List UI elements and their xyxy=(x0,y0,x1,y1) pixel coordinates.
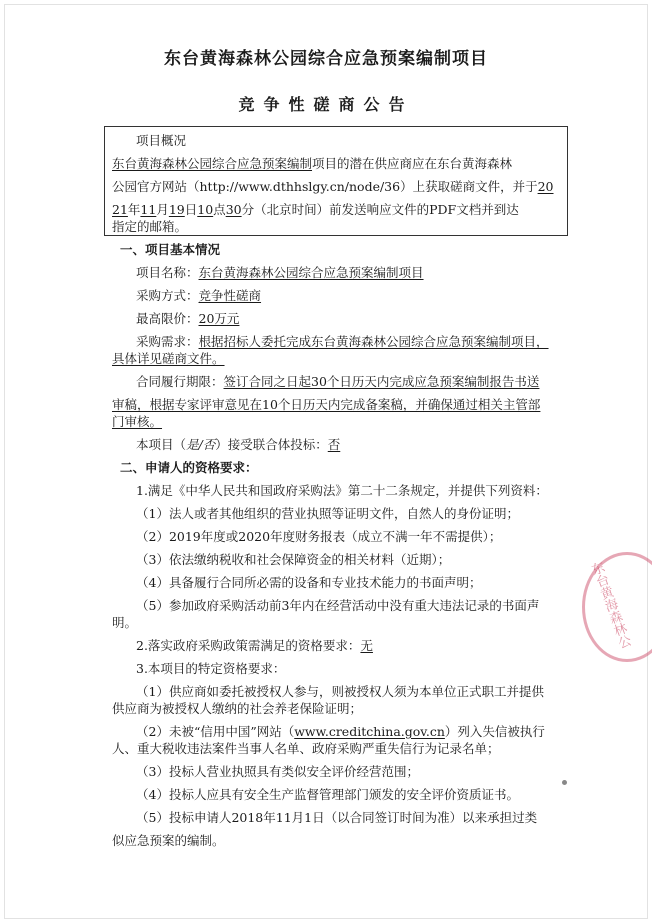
qualification-sub-4: （4）具备履行合同所必需的设备和专业技术能力的书面声明； xyxy=(136,575,482,590)
period-row xyxy=(136,375,539,389)
overview-month: 11 xyxy=(140,202,157,217)
document-subtitle: 竞争性磋商公告 xyxy=(238,95,414,114)
qualification-sub-1: （1）法人或者其他组织的营业执照等证明文件，自然人的身份证明； xyxy=(136,506,519,521)
consortium-value: 否 xyxy=(327,437,341,452)
project-name-label: 项目名称： xyxy=(136,265,199,280)
method-row xyxy=(136,289,261,303)
special-req-2-text: （2）未被“信用中国”网站（ xyxy=(136,724,295,739)
overview-minute: 30 xyxy=(225,202,242,217)
special-req-4: （4）投标人应具有安全生产监督管理部门颁发的安全评价资质证书。 xyxy=(136,787,519,802)
project-name-row xyxy=(136,266,424,280)
overview-project-name: 东台黄海森林公园综合应急预案编制 xyxy=(112,156,313,171)
qualification-item-1: 1.满足《中华人民共和国政府采购法》第二十二条规定，并提供下列资料： xyxy=(136,483,548,498)
overview-month-label: 月 xyxy=(156,202,169,217)
creditchina-link[interactable]: www.creditchina.gov.cn xyxy=(294,724,445,739)
project-name-value: 东台黄海森林公园综合应急预案编制项目 xyxy=(198,265,424,280)
qualification-item-3: 3.本项目的特定资格要求： xyxy=(136,661,286,676)
demand-row xyxy=(136,335,549,349)
demand-label: 采购需求： xyxy=(136,334,199,349)
scan-dot xyxy=(562,780,567,785)
overview-day: 19 xyxy=(168,202,185,217)
overview-line-1 xyxy=(112,157,512,171)
qualification-sub-3: （3）依法缴纳税收和社会保障资金的相关材料（近期）； xyxy=(136,552,451,567)
overview-year-label: 年 xyxy=(127,202,141,217)
policy-requirement-label: 2.落实政府采购政策需满足的资格要求： xyxy=(136,638,361,653)
overview-heading: 项目概况 xyxy=(136,133,187,148)
official-seal-text: 东台黄海森林公 xyxy=(586,560,633,651)
special-req-1-cont: 供应商为被授权人缴纳的社会养老保险证明； xyxy=(112,701,363,716)
overview-line-2 xyxy=(112,180,554,194)
consortium-row xyxy=(136,438,340,452)
special-req-2-cont: 人、重大税收违法案件当事人名单、政府采购严重失信行为记录名单； xyxy=(112,741,500,756)
special-req-1: （1）供应商如委托被授权人参与，则被授权人须为本单位正式职工并提供 xyxy=(136,684,544,699)
section1-heading: 一、项目基本情况 xyxy=(120,242,221,257)
overview-line-3 xyxy=(112,203,519,217)
special-req-5: （5）投标申请人2018年11月1日（以合同签订时间为准）以来承担过类 xyxy=(136,810,538,825)
method-value: 竞争性磋商 xyxy=(198,288,262,303)
special-req-5-cont: 似应急预案的编制。 xyxy=(112,833,225,848)
qualification-sub-5: （5）参加政府采购活动前3年内在经营活动中没有重大违法记录的书面声 xyxy=(136,598,540,613)
overview-line-1-rest: 项目的潜在供应商应在东台黄海森林 xyxy=(312,156,513,171)
period-value-line2: 审稿，根据专家评审意见在10个日历天内完成备案稿，并确保通过相关主管部 xyxy=(112,397,541,412)
overview-deadline-text: 分（北京时间）前发送响应文件的PDF文档并到达 xyxy=(241,202,519,217)
overview-hour: 10 xyxy=(197,202,214,217)
price-value: 20万元 xyxy=(198,311,240,326)
price-row xyxy=(136,312,239,326)
policy-requirement-value: 无 xyxy=(360,638,373,653)
price-label: 最高限价： xyxy=(136,311,199,326)
section2-heading: 二、申请人的资格要求： xyxy=(120,460,258,475)
consortium-option: 是/否 xyxy=(186,437,216,452)
consortium-question: ）接受联合体投标： xyxy=(215,437,328,452)
overview-website-text: 公园官方网站（http://www.dthhslgy.cn/node/36）上获取磋商文件，并于 xyxy=(112,179,538,194)
overview-line-4: 指定的邮箱。 xyxy=(112,219,188,234)
special-req-3: （3）投标人营业执照具有类似安全评价经营范围； xyxy=(136,764,419,779)
demand-value-line2: 具体详见磋商文件。 xyxy=(112,351,225,366)
method-label: 采购方式： xyxy=(136,288,199,303)
period-value-line3: 门审核。 xyxy=(112,414,163,429)
period-value-line1: 签订合同之日起30个日历天内完成应急预案编制报告书送 xyxy=(223,374,540,389)
special-req-2 xyxy=(136,725,545,739)
demand-value-line1: 根据招标人委托完成东台黄海森林公园综合应急预案编制项目， xyxy=(198,334,549,349)
period-label: 合同履行期限： xyxy=(136,374,224,389)
overview-day-label: 日 xyxy=(184,202,198,217)
special-req-2-rest: ）列入失信被执行 xyxy=(444,724,545,739)
overview-year-part2: 21 xyxy=(112,202,128,217)
overview-hour-label: 点 xyxy=(213,202,226,217)
qualification-sub-2: （2）2019年度或2020年度财务报表（成立不满一年不需提供）； xyxy=(136,529,502,544)
qualification-item-2 xyxy=(136,639,373,653)
qualification-sub-5-cont: 明。 xyxy=(112,615,138,630)
consortium-label: 本项目（ xyxy=(136,437,187,452)
document-title: 东台黄海森林公园综合应急预案编制项目 xyxy=(164,49,488,69)
overview-year-part1: 20 xyxy=(537,179,554,194)
